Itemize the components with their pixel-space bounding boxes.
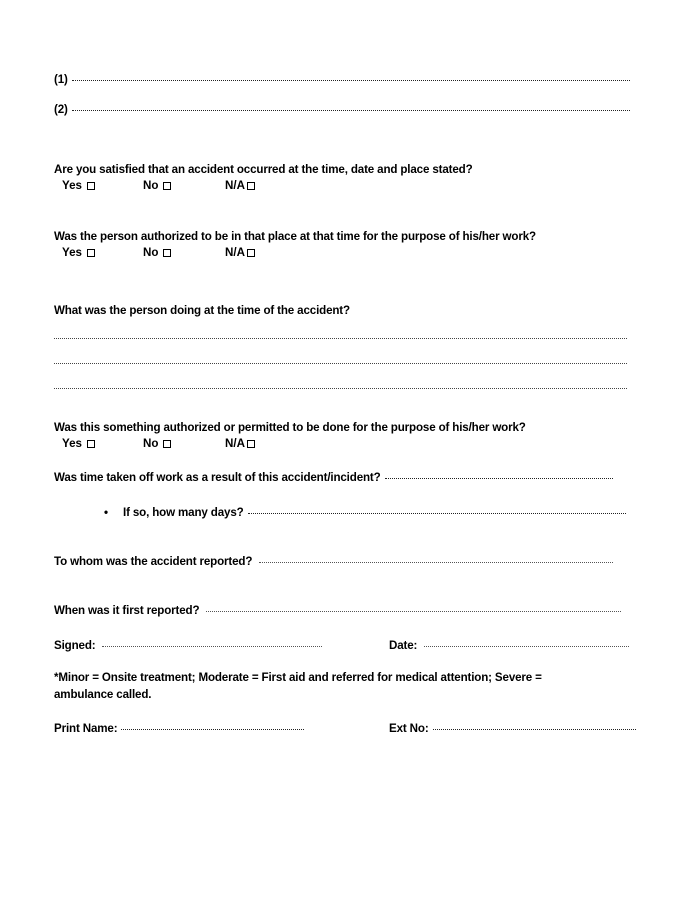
date-field[interactable] — [424, 646, 629, 647]
checkbox-icon[interactable] — [87, 182, 95, 190]
line-1-field[interactable] — [72, 80, 630, 81]
answer-line-2[interactable] — [54, 363, 627, 364]
reported-to-field[interactable] — [259, 562, 613, 563]
checkbox-icon[interactable] — [163, 249, 171, 257]
line-1 — [54, 73, 630, 87]
question-permitted: Was this something authorized or permitted to be done for the purpose of his/her work? — [54, 421, 526, 434]
line-1-label: (1) — [54, 73, 68, 86]
option-na[interactable]: N/A — [225, 246, 255, 260]
time-off-field[interactable] — [385, 478, 613, 479]
option-yes[interactable]: Yes — [62, 246, 95, 260]
checkbox-icon[interactable] — [247, 182, 255, 190]
date-label: Date: — [389, 639, 418, 652]
checkbox-icon[interactable] — [87, 440, 95, 448]
option-no[interactable]: No — [143, 437, 171, 451]
option-no[interactable]: No — [143, 246, 171, 260]
question-reported-to: To whom was the accident reported? — [54, 555, 613, 569]
signed-row — [54, 639, 322, 653]
question-authorized-place: Was the person authorized to be in that place at that time for the purpose of his/her work? — [54, 230, 536, 243]
question-days: If so, how many days? — [123, 506, 626, 520]
line-2-label: (2) — [54, 103, 68, 116]
question-first-reported: When was it first reported? — [54, 604, 621, 618]
option-yes[interactable]: Yes — [62, 437, 95, 451]
ext-no-row — [389, 722, 636, 736]
question-time-off: Was time taken off work as a result of this accident/incident? — [54, 471, 613, 485]
answer-line-1[interactable] — [54, 338, 627, 339]
bullet-icon: • — [104, 506, 109, 519]
option-na[interactable]: N/A — [225, 179, 255, 193]
first-reported-field[interactable] — [206, 611, 621, 612]
date-row — [389, 639, 629, 653]
question-satisfied: Are you satisfied that an accident occurred at the time, date and place stated? — [54, 163, 473, 176]
question-doing: What was the person doing at the time of the accident? — [54, 304, 350, 317]
line-2-field[interactable] — [72, 110, 630, 111]
line-2 — [54, 103, 630, 117]
print-name-label: Print Name: — [54, 722, 118, 735]
answer-line-3[interactable] — [54, 388, 627, 389]
signed-label: Signed: — [54, 639, 96, 652]
days-field[interactable] — [248, 513, 626, 514]
checkbox-icon[interactable] — [87, 249, 95, 257]
checkbox-icon[interactable] — [163, 440, 171, 448]
option-na[interactable]: N/A — [225, 437, 255, 451]
ext-no-label: Ext No: — [389, 722, 429, 735]
ext-no-field[interactable] — [433, 729, 636, 730]
checkbox-icon[interactable] — [247, 440, 255, 448]
option-yes[interactable]: Yes — [62, 179, 95, 193]
print-name-field[interactable] — [121, 729, 304, 730]
footnote-line-2: ambulance called. — [54, 688, 152, 701]
checkbox-icon[interactable] — [247, 249, 255, 257]
print-name-row — [54, 722, 304, 736]
option-no[interactable]: No — [143, 179, 171, 193]
signed-field[interactable] — [102, 646, 322, 647]
footnote-line-1: *Minor = Onsite treatment; Moderate = First aid and referred for medical attention; Severe = — [54, 671, 542, 684]
checkbox-icon[interactable] — [163, 182, 171, 190]
